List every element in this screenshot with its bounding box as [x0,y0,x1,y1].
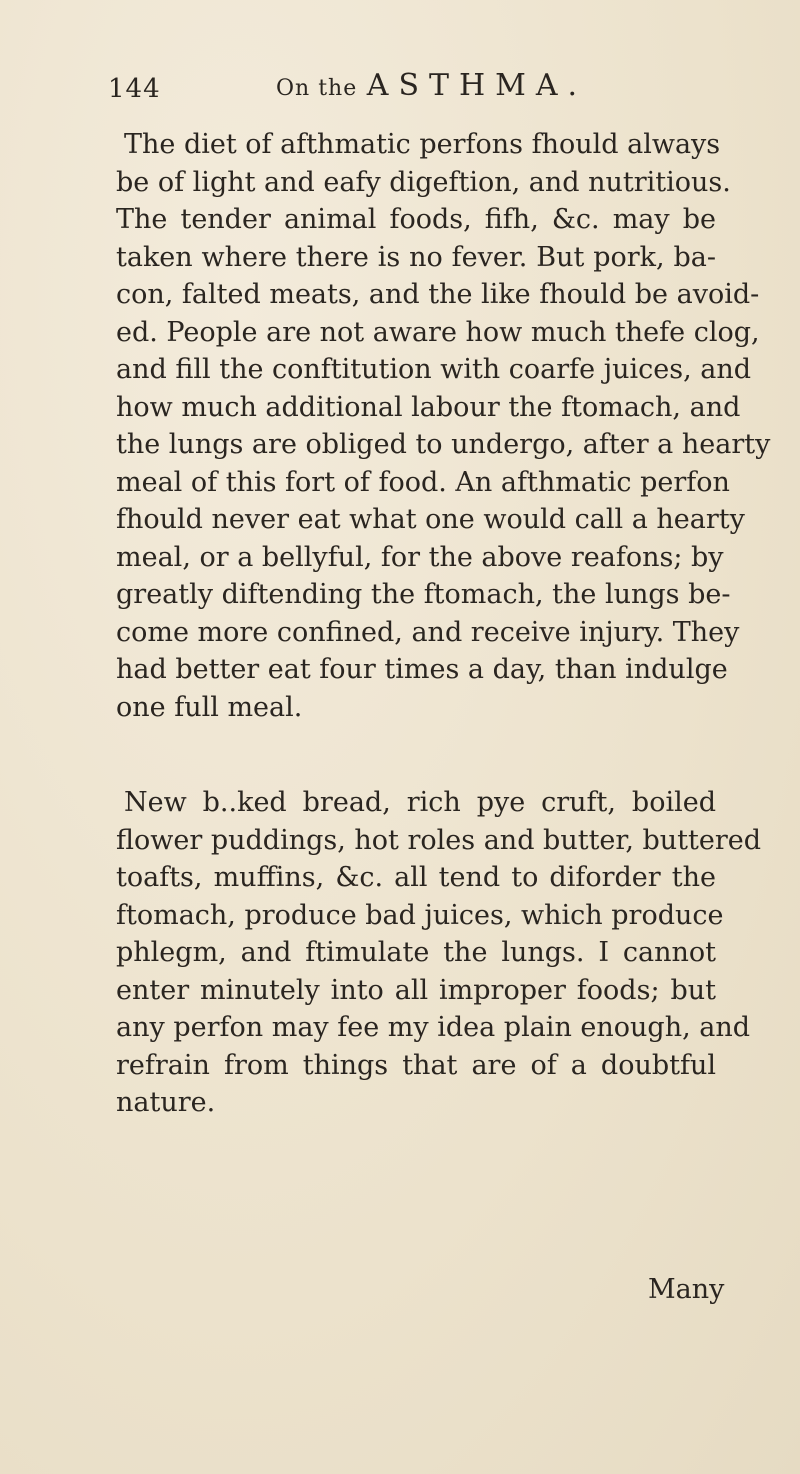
text-line: The diet of afthmatic perfons fhould always [124,129,721,160]
page-number: 144 [108,74,161,104]
text-line: be of light and eafy digeftion, and nutritious. [116,166,731,198]
text-line: toafts, muffins, &c. all tend to diforder the [116,862,716,893]
text-line: greatly diftending the ftomach, the lungs be- [116,579,731,610]
running-head [276,68,587,103]
text-line: the lungs are obliged to undergo, after a hearty [116,429,771,460]
text-line: enter minutely into all improper foods; but [116,974,716,1006]
text-line: nature. [116,1087,216,1118]
text-line: come more confined, and receive injury. They [116,616,740,648]
text-line: The tender animal foods, fifh, &c. may be [116,204,716,235]
text-line: fhould never eat what one would call a hearty [116,504,745,535]
text-line: one full meal. [116,691,303,723]
paragraph-diet [116,126,771,726]
text-line: New b..ked bread, rich pye cruft, boiled [124,787,716,818]
text-line: meal of this fort of food. An afthmatic perfon [116,466,730,498]
text-line: flower puddings, hot roles and butter, buttered [116,824,762,856]
text-line: phlegm, and ftimulate the lungs. I cannot [116,937,716,968]
text-line: any perfon may fee my idea plain enough, and [116,1012,751,1043]
running-head-title: ASTHMA. [366,68,588,103]
text-line: how much additional labour the ftomach, and [116,391,741,423]
text-line: refrain from things that are of a doubtful [116,1049,716,1081]
catchword: Many [648,1274,725,1305]
text-line: and fill the conftitution with coarfe juices, and [116,354,752,385]
running-head-prefix: On the [276,76,358,101]
text-line: had better eat four times a day, than indulge [116,654,728,685]
text-line: con, falted meats, and the like fhould be avoid- [116,279,760,310]
page-header [108,66,708,106]
text-line: taken where there is no fever. But pork, ba- [116,241,716,273]
text-line: ftomach, produce bad juices, which produce [116,899,724,931]
paragraph-improper-foods [116,784,762,1122]
text-line: meal, or a bellyful, for the above reafons; by [116,541,724,573]
text-line: ed. People are not aware how much thefe clog, [116,316,760,348]
